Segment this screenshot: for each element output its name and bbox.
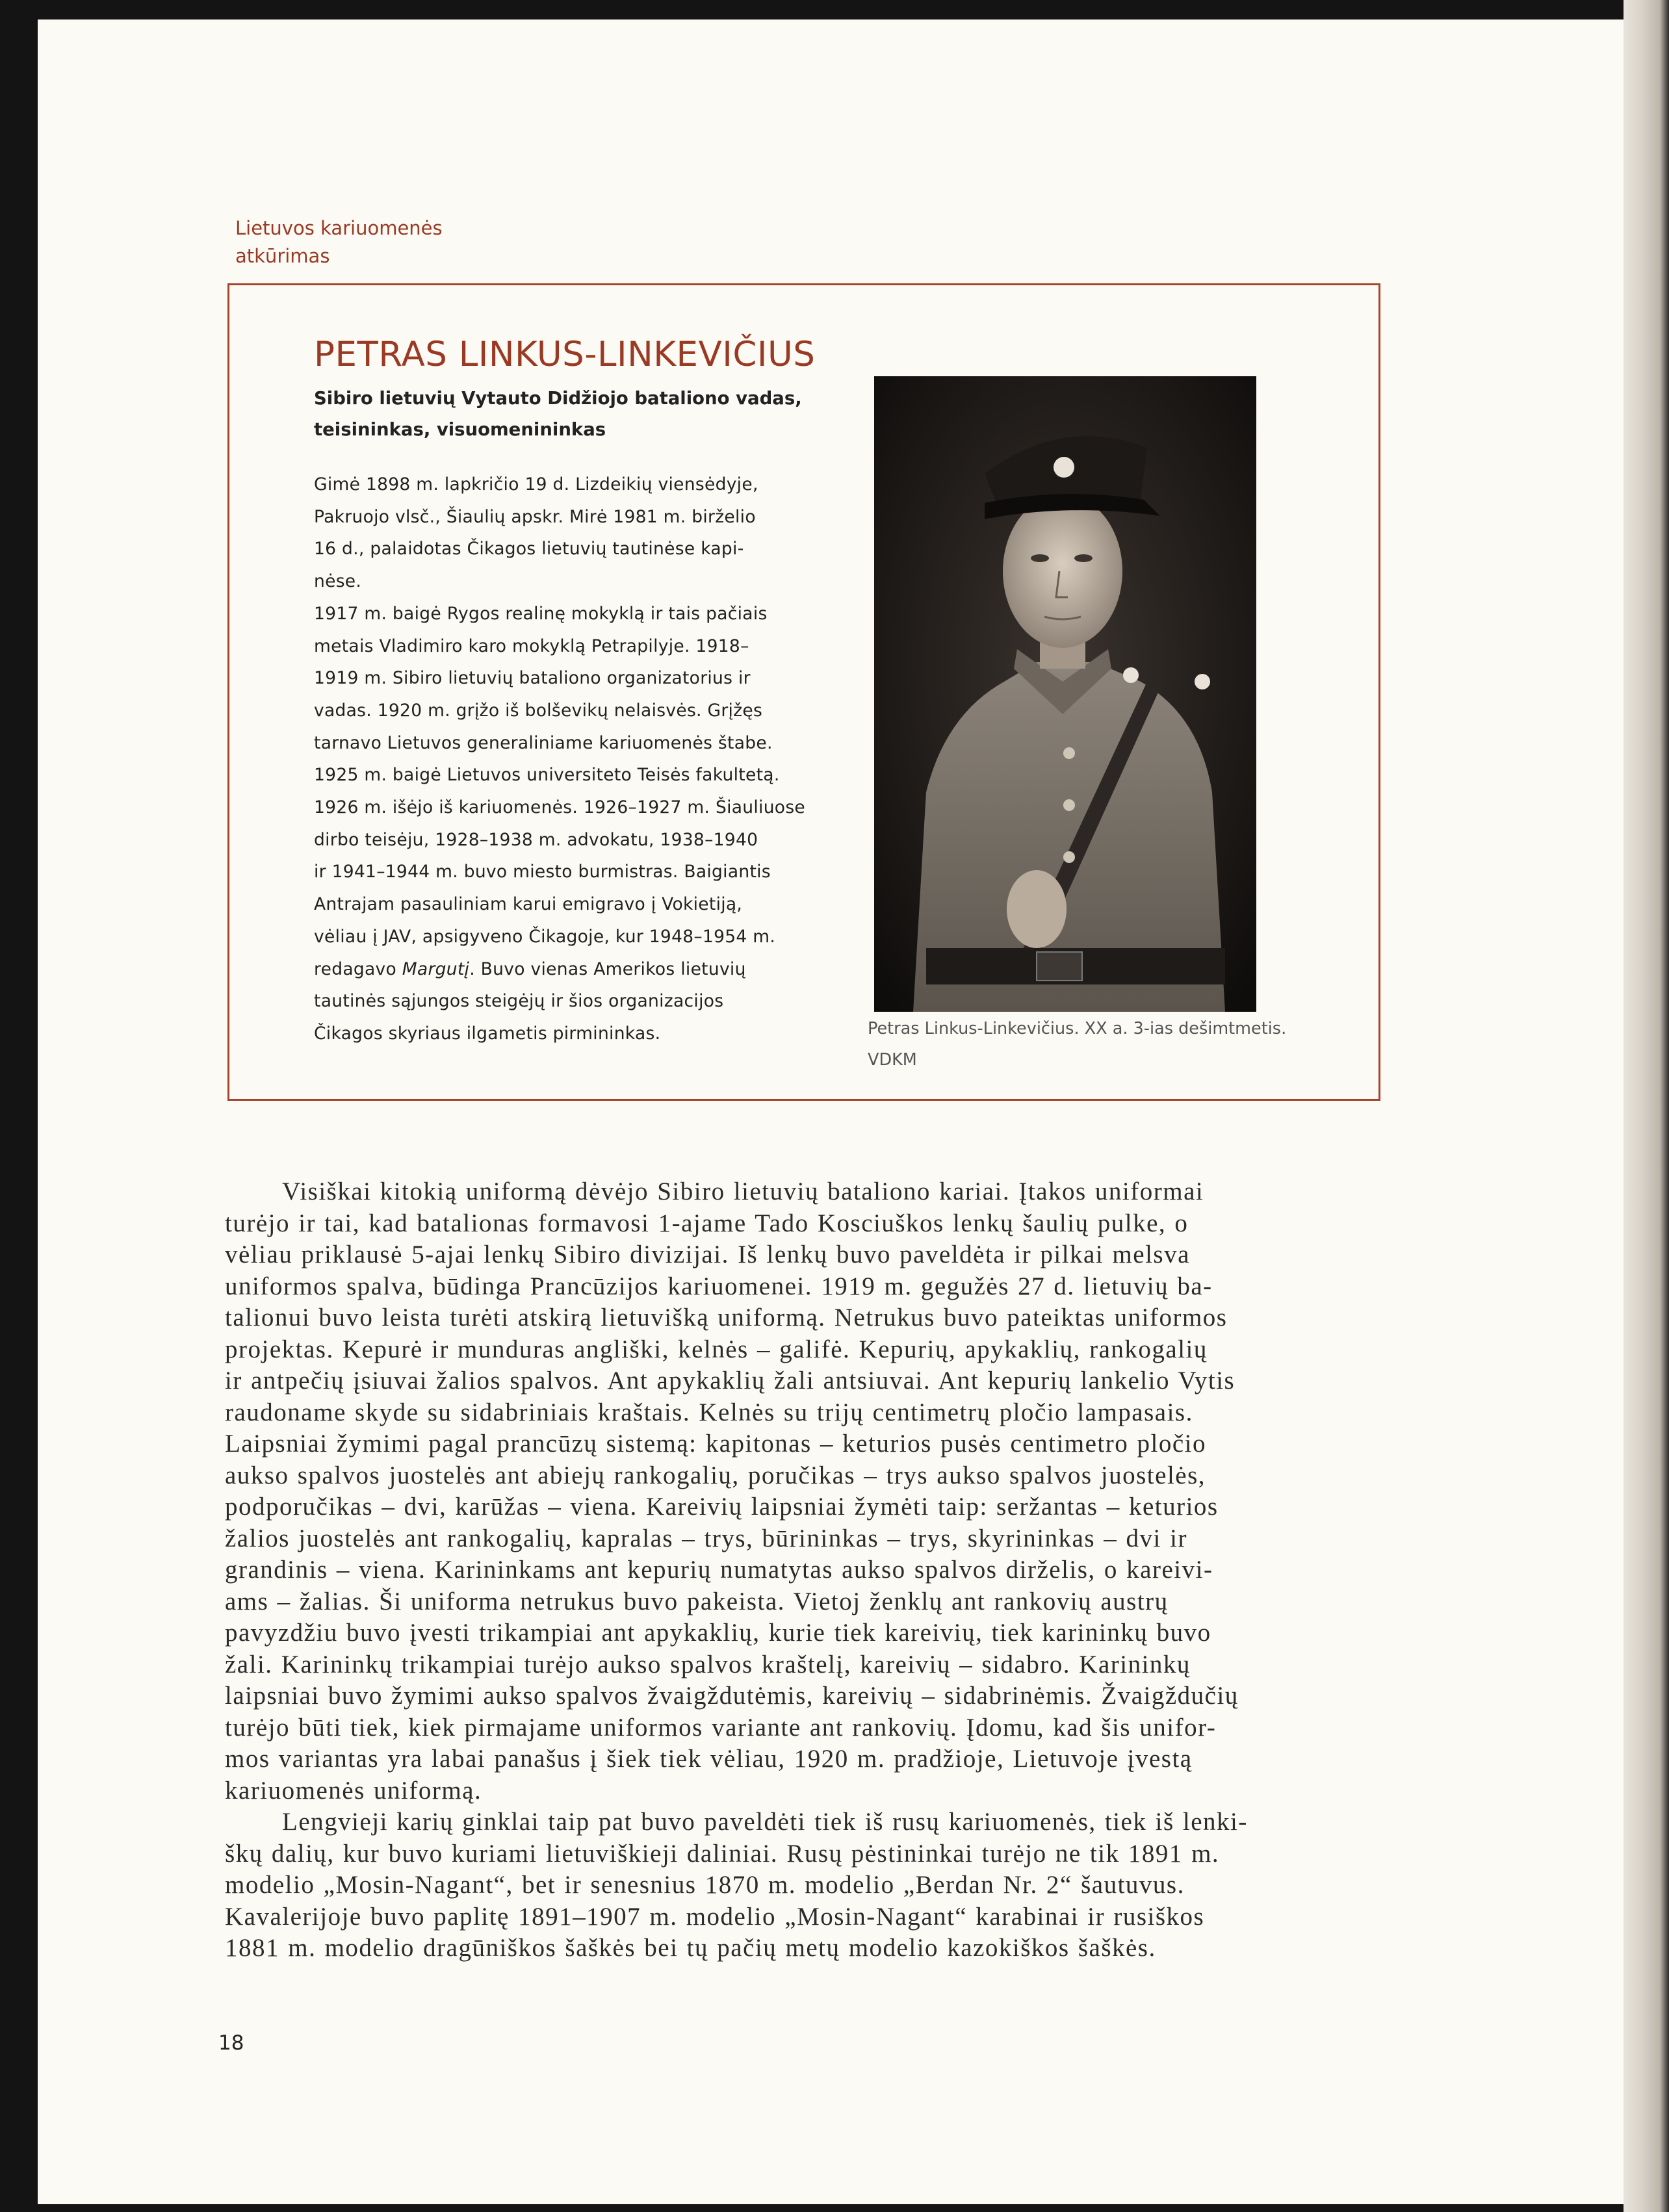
- body-line: grandinis – viena. Karininkams ant kepurių numatytas aukso spalvos dirželis, o kareivi-: [225, 1556, 1213, 1584]
- bio-line: Pakruojo vlsč., Šiaulių apskr. Mirė 1981 m. birželio: [314, 506, 756, 527]
- biography-box: [227, 283, 1380, 1101]
- bio-subtitle: Sibiro lietuvių Vytauto Didžiojo bataliono vadas, teisininkas, visuomenininkas: [314, 388, 802, 440]
- body-line: Laipsniai žymimi pagal prancūzų sistemą: kapitonas – keturios pusės centimetro pločio: [225, 1430, 1206, 1458]
- bio-name-heading: PETRAS LINKUS-LINKEVIČIUS: [314, 335, 816, 374]
- body-line: uniformos spalva, būdinga Prancūzijos kariuomenei. 1919 m. gegužės 27 d. lietuvių ba-: [225, 1272, 1213, 1300]
- body-line: pavyzdžiu buvo įvesti trikampiai ant apykaklių, kurie tiek kareivių, tiek karininkų buvo: [225, 1619, 1211, 1647]
- body-line: 1881 m. modelio dragūniškos šaškės bei tų pačių metų modelio kazokiškos šaškės.: [225, 1934, 1156, 1962]
- book-page: [38, 19, 1624, 2204]
- bio-line: vėliau į JAV, apsigyveno Čikagoje, kur 1948–1954 m.: [314, 926, 776, 947]
- body-line: talionui buvo leista turėti atskirą lietuvišką uniformą. Netrukus buvo pateiktas uniformos: [225, 1304, 1228, 1331]
- body-line: laipsniai buvo žymimi aukso spalvos žvaigždutėmis, kareivių – sidabrinėmis. Žvaigždučių: [225, 1682, 1239, 1710]
- body-line: raudoname skyde su sidabriniais kraštais. Kelnės su trijų centimetrų pločio lampasais.: [225, 1398, 1193, 1426]
- bio-line: tautinės sąjungos steigėjų ir šios organizacijos: [314, 991, 724, 1012]
- journal-title: Margutį: [402, 958, 470, 979]
- bio-line: dirbo teisėju, 1928–1938 m. advokatu, 1938–1940: [314, 829, 758, 850]
- bio-line: ir 1941–1944 m. buvo miesto burmistras. Baigiantis: [314, 862, 771, 882]
- bio-line: metais Vladimiro karo mokyklą Petrapilyje. 1918–: [314, 636, 749, 656]
- bio-body: [314, 469, 834, 1050]
- bio-line: 1919 m. Sibiro lietuvių bataliono organizatorius ir: [314, 668, 751, 689]
- body-line: modelio „Mosin-Nagant“, bet ir senesnius 1870 m. modelio „Berdan Nr. 2“ šautuvus.: [225, 1871, 1185, 1899]
- section-header: [235, 214, 443, 270]
- bio-line: 1917 m. baigė Rygos realinę mokyklą ir tais pačiais: [314, 603, 768, 624]
- body-line: projektas. Kepurė ir munduras angliški, kelnės – galifė. Kepurių, apykaklių, rankogalių: [225, 1335, 1208, 1363]
- body-line: škų dalių, kur buvo kuriami lietuviškieji daliniai. Rusų pėstininkai turėjo ne tik 1891 m.: [225, 1839, 1220, 1868]
- photo-caption-line: Petras Linkus-Linkevičius. XX a. 3-ias dešimtmetis.: [868, 1019, 1287, 1038]
- body-line: podporučikas – dvi, karūžas – viena. Kareivių laipsniai žymėti taip: seržantas – keturios: [225, 1493, 1219, 1521]
- page-number: 18: [218, 2031, 244, 2055]
- body-line: turėjo būti tiek, kiek pirmajame uniformos variante ant rankovių. Įdomu, kad šis unifor-: [225, 1713, 1217, 1742]
- body-line: ir antpečių įsiuvai žalios spalvos. Ant apykaklių žali antsiuvai. Ant kepurių lankelio Vytis: [225, 1367, 1236, 1395]
- page-edge: [1624, 0, 1669, 2212]
- bio-line: 1926 m. išėjo iš kariuomenės. 1926–1927 m. Šiauliuose: [314, 797, 806, 818]
- body-line: žali. Karininkų trikampiai turėjo aukso spalvos kraštelį, kareivių – sidabro. Karininkų: [225, 1650, 1191, 1678]
- main-body-text: [225, 1176, 1375, 1964]
- bio-line: tarnavo Lietuvos generaliniame kariuomenės štabe.: [314, 732, 773, 753]
- body-line: kariuomenės uniformą.: [225, 1776, 482, 1805]
- bio-line: redagavo Margutį. Buvo vienas Amerikos lietuvių: [314, 958, 746, 979]
- bio-line: vadas. 1920 m. grįžo iš bolševikų nelaisvės. Grįžęs: [314, 700, 763, 721]
- photo-caption-line: VDKM: [868, 1050, 917, 1070]
- portrait-photo: [874, 376, 1256, 1012]
- bio-line: nėse.: [314, 571, 362, 592]
- bio-line: Antrajam pasauliniam karui emigravo į Vokietiją,: [314, 894, 743, 915]
- body-line: Visiškai kitokią uniformą dėvėjo Sibiro lietuvių bataliono kariai. Įtakos uniformai: [282, 1177, 1204, 1205]
- photo-caption: [868, 1013, 1362, 1075]
- section-header-line: Lietuvos kariuomenės: [235, 217, 443, 239]
- body-line: Lengvieji karių ginklai taip pat buvo paveldėti tiek iš rusų kariuomenės, tiek iš lenki-: [282, 1808, 1248, 1836]
- bio-line: 16 d., palaidotas Čikagos lietuvių tautinėse kapi-: [314, 539, 744, 559]
- body-line: mos variantas yra labai panašus į šiek tiek vėliau, 1920 m. pradžioje, Lietuvoje įvestą: [225, 1745, 1193, 1773]
- bio-line: 1925 m. baigė Lietuvos universiteto Teisės fakultetą.: [314, 765, 780, 786]
- bio-line: Gimė 1898 m. lapkričio 19 d. Lizdeikių viensėdyje,: [314, 474, 758, 495]
- bio-line: Čikagos skyriaus ilgametis pirmininkas.: [314, 1023, 661, 1044]
- body-line: Kavalerijoje buvo paplitę 1891–1907 m. modelio „Mosin-Nagant“ karabinai ir rusiškos: [225, 1902, 1205, 1931]
- body-line: ams – žalias. Ši uniforma netrukus buvo pakeista. Vietoj ženklų ant rankovių austrų: [225, 1587, 1169, 1615]
- body-line: aukso spalvos juostelės ant abiejų rankogalių, poručikas – trys aukso spalvos juostelės,: [225, 1461, 1206, 1489]
- portrait-photo-drawing: [874, 376, 1256, 1012]
- body-line: turėjo ir tai, kad batalionas formavosi 1-ajame Tado Kosciuškos lenkų šaulių pulke, o: [225, 1209, 1189, 1237]
- section-header-line: atkūrimas: [235, 245, 330, 267]
- body-line: žalios juostelės ant rankogalių, kapralas – trys, būrininkas – trys, skyrininkas – dvi ir: [225, 1524, 1187, 1552]
- body-line: vėliau priklausė 5-ajai lenkų Sibiro divizijai. Iš lenkų buvo paveldėta ir pilkai melsva: [225, 1241, 1190, 1268]
